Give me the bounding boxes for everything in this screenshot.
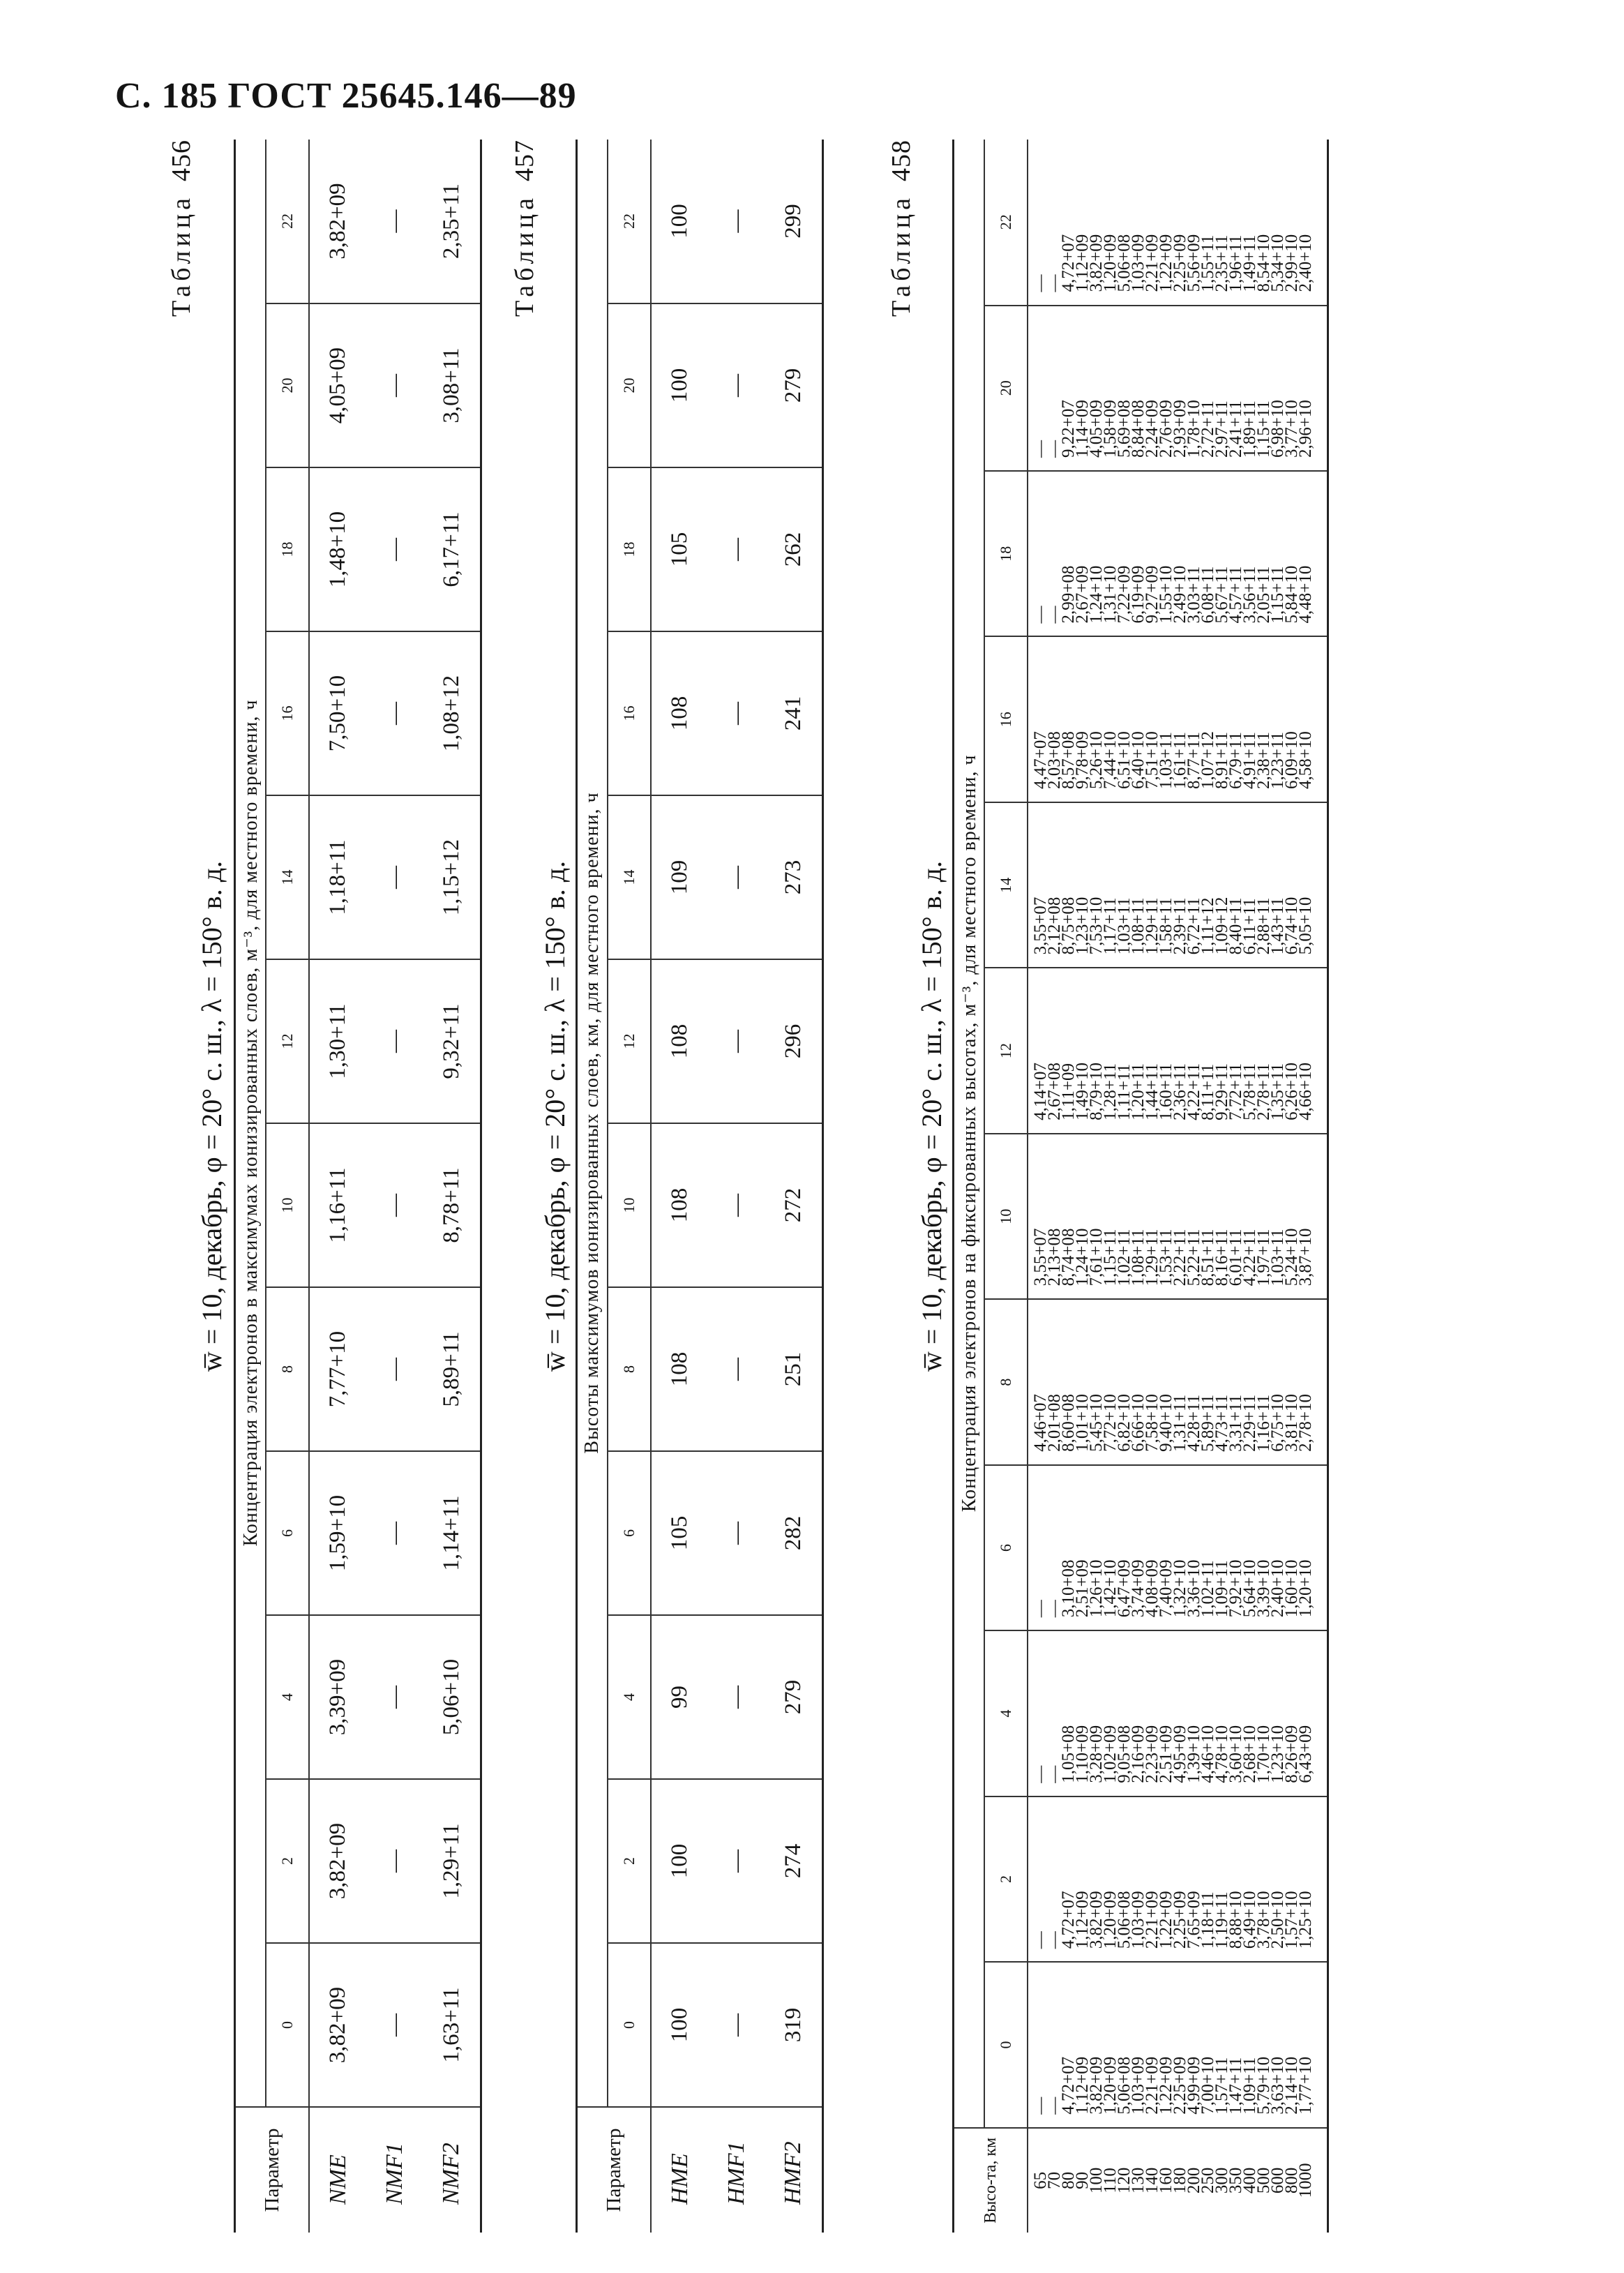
- param-name: HMF2: [765, 2107, 822, 2233]
- table-cell: 299: [765, 140, 822, 303]
- data-column: — — 1,05+08 1,10+09 3,28+09 1,02+09 9,05+08 2,16+09 2,23+09 2,51+09 4,95+09 1,39+10 4,46+10 4,78+10 3,60+10 2,68+10 1,70+10 1,23+10 8,26+09 6,43+09: [1028, 1630, 1328, 1796]
- table-cell: 1,48+10: [309, 467, 366, 631]
- table-cell: 100: [651, 303, 708, 467]
- group-header: Высоты максимумов ионизированных слоев, км, для местного времени, ч: [577, 140, 608, 2107]
- column-header: 10: [266, 1123, 309, 1287]
- table-cell: 1,14+11: [423, 1451, 481, 1615]
- table-cell: —: [366, 1451, 423, 1615]
- table-cell: —: [366, 1943, 423, 2107]
- column-header: 16: [984, 636, 1028, 802]
- data-column: 4,14+07 2,67+08 1,11+09 1,49+10 8,79+10 1,28+11 1,11+11 1,20+11 1,44+11 1,60+11 2,36+11 4,22+11 8,11+11 9,29+11 7,72+11 5,78+11 2,78+11 1,35+11 6,26+10 4,66+10: [1028, 968, 1328, 1133]
- table-cell: —: [708, 1451, 765, 1615]
- column-header: 2: [608, 1779, 651, 1943]
- table-458: [952, 140, 1329, 2233]
- column-header: 12: [608, 959, 651, 1123]
- table-row: [651, 140, 708, 2233]
- table-cell: 279: [765, 303, 822, 467]
- table-cell: —: [366, 1287, 423, 1451]
- table-458-caption: [886, 140, 917, 317]
- page-header: С. 185 ГОСТ 25645.146—89: [115, 76, 577, 116]
- table-cell: —: [366, 1615, 423, 1779]
- data-column: — — 4,72+07 1,12+09 3,82+09 1,20+09 5,06+08 1,03+09 2,21+09 1,22+09 2,25+09 7,65+09 1,18+11 1,19+11 8,88+10 6,49+10 3,78+10 2,50+10 1,57+10 1,25+10: [1028, 1796, 1328, 1962]
- table-cell: 1,15+12: [423, 795, 481, 959]
- column-header: 20: [984, 306, 1028, 471]
- table-cell: 3,82+09: [309, 1943, 366, 2107]
- table-cell: 108: [651, 1123, 708, 1287]
- table-cell: 279: [765, 1615, 822, 1779]
- table-cell: —: [708, 959, 765, 1123]
- table-cell: 1,63+11: [423, 1943, 481, 2107]
- table-cell: 99: [651, 1615, 708, 1779]
- table-number: 457: [510, 140, 539, 181]
- data-column: — — 9,22+07 1,14+09 4,05+09 1,58+09 5,69+08 8,84+08 2,24+09 2,76+09 2,93+09 1,78+10 2,72+11 2,97+11 2,41+11 1,89+11 1,15+11 6,98+10 3,77+10 2,96+10: [1028, 306, 1328, 471]
- table-cell: 274: [765, 1779, 822, 1943]
- table-cell: 8,78+11: [423, 1123, 481, 1287]
- param-name: NME: [324, 2154, 351, 2205]
- param-header: Параметр: [235, 2107, 310, 2233]
- rotated-page-content: [105, 140, 1604, 2233]
- table-cell: 6,17+11: [423, 467, 481, 631]
- param-name: NMF2: [423, 2107, 481, 2233]
- table-457-title: w̅ = 10, декабрь, φ = 20° с. ш., λ = 150° в. д.: [539, 860, 571, 1372]
- data-column: 3,55+07 2,12+08 8,75+08 1,23+10 7,53+10 1,17+11 1,03+11 1,08+11 1,29+11 1,58+11 2,39+11 6,72+11 1,11+12 1,09+12 8,40+11 6,11+11 2,88+11 1,43+11 6,74+10 5,05+10: [1028, 802, 1328, 968]
- column-header: 2: [266, 1779, 309, 1943]
- table-cell: 9,32+11: [423, 959, 481, 1123]
- data-column: 4,46+07 2,01+08 8,60+08 1,01+10 5,45+10 7,72+10 6,82+10 6,66+10 7,58+10 9,40+10 1,31+11 4,28+11 5,89+11 4,73+11 3,31+11 2,29+11 1,16+11 6,75+10 3,81+10 2,78+10: [1028, 1299, 1328, 1464]
- table-cell: 108: [651, 959, 708, 1123]
- column-header: 14: [984, 802, 1028, 968]
- table-row: [708, 140, 765, 2233]
- column-header: 18: [608, 467, 651, 631]
- table-cell: 108: [651, 1287, 708, 1451]
- column-header: 6: [984, 1465, 1028, 1630]
- table-cell: 241: [765, 631, 822, 795]
- column-header: 6: [266, 1451, 309, 1615]
- column-header: 22: [984, 140, 1028, 306]
- table-cell: —: [708, 1287, 765, 1451]
- column-header: 8: [984, 1299, 1028, 1464]
- data-column: — — 2,99+08 2,67+09 1,24+10 1,31+10 7,22+09 6,19+09 9,27+09 1,55+10 2,49+10 3,03+11 6,08+11 5,67+11 4,57+11 3,56+11 2,05+11 1,15+11 5,84+10 4,48+10: [1028, 471, 1328, 636]
- table-cell: —: [366, 140, 423, 303]
- table-cell: 100: [651, 1943, 708, 2107]
- altitude-header: Высо-та, км: [954, 2128, 1028, 2233]
- column-header: 10: [984, 1134, 1028, 1299]
- column-header: 6: [608, 1451, 651, 1615]
- table-cell: 4,05+09: [309, 303, 366, 467]
- column-header: 18: [984, 471, 1028, 636]
- table-cell: 1,08+12: [423, 631, 481, 795]
- table-cell: 251: [765, 1287, 822, 1451]
- table-cell: 296: [765, 959, 822, 1123]
- table-cell: 2,35+11: [423, 140, 481, 303]
- table-cell: 109: [651, 795, 708, 959]
- table-cell: 105: [651, 1451, 708, 1615]
- table-456-caption: [166, 140, 197, 317]
- column-header: 4: [608, 1615, 651, 1779]
- table-cell: 100: [651, 1779, 708, 1943]
- param-name: HMF1: [723, 2141, 749, 2205]
- param-header: Параметр: [577, 2107, 652, 2233]
- table-cell: —: [708, 1779, 765, 1943]
- table-cell: —: [708, 303, 765, 467]
- param-name: HME: [666, 2153, 693, 2205]
- column-header: 20: [266, 303, 309, 467]
- table-cell: —: [366, 1779, 423, 1943]
- column-header: 8: [266, 1287, 309, 1451]
- column-header: 0: [984, 1962, 1028, 2127]
- column-header: 22: [608, 140, 651, 303]
- table-cell: 273: [765, 795, 822, 959]
- column-header: 12: [984, 968, 1028, 1133]
- column-header: 14: [608, 795, 651, 959]
- altitude-column: 65 70 80 90 100 110 120 130 140 160 180 200 250 300 350 400 500 600 800 1000: [1028, 2128, 1328, 2233]
- table-cell: —: [366, 303, 423, 467]
- column-header: 18: [266, 467, 309, 631]
- table-cell: 1,30+11: [309, 959, 366, 1123]
- table-cell: 5,89+11: [423, 1287, 481, 1451]
- table-cell: 319: [765, 1943, 822, 2107]
- column-header: 0: [608, 1943, 651, 2107]
- table-456-title: w̅ = 10, декабрь, φ = 20° с. ш., λ = 150° в. д.: [196, 860, 227, 1372]
- table-cell: 3,82+09: [309, 140, 366, 303]
- column-header: 16: [608, 631, 651, 795]
- table-456: [234, 140, 482, 2233]
- table-cell: 3,82+09: [309, 1779, 366, 1943]
- data-column: — — 3,10+08 2,51+09 1,26+10 1,42+10 6,47+09 3,74+09 4,08+09 7,40+09 1,32+10 3,36+10 1,02+11 1,09+11 7,92+10 5,64+10 3,39+10 2,40+10 1,60+10 1,20+10: [1028, 1465, 1328, 1630]
- column-header: 10: [608, 1123, 651, 1287]
- column-header: 2: [984, 1796, 1028, 1962]
- table-cell: 1,29+11: [423, 1779, 481, 1943]
- table-cell: —: [708, 795, 765, 959]
- table-cell: 7,77+10: [309, 1287, 366, 1451]
- table-cell: —: [366, 467, 423, 631]
- table-label: Таблица: [167, 194, 196, 317]
- table-cell: —: [366, 795, 423, 959]
- table-cell: 1,18+11: [309, 795, 366, 959]
- table-cell: 272: [765, 1123, 822, 1287]
- param-name: NMF1: [382, 2143, 407, 2205]
- column-header: 0: [266, 1943, 309, 2107]
- table-cell: —: [366, 959, 423, 1123]
- column-header: 16: [266, 631, 309, 795]
- data-column: — — 4,72+07 1,12+09 3,82+09 1,20+09 5,06+08 1,03+09 2,21+09 1,22+09 2,25+09 5,56+09 1,55+11 2,35+11 1,96+11 1,49+11 8,54+10 5,34+10 2,99+10 2,40+10: [1028, 140, 1328, 306]
- table-row: [309, 140, 366, 2233]
- table-cell: —: [708, 1615, 765, 1779]
- column-header: 8: [608, 1287, 651, 1451]
- column-header: 14: [266, 795, 309, 959]
- column-header: 20: [608, 303, 651, 467]
- data-column: 3,55+07 2,13+08 8,74+08 1,24+10 7,61+10 1,15+11 1,02+11 1,08+11 1,29+11 1,53+11 2,22+11 5,22+11 8,51+11 8,16+11 6,01+11 4,22+11 1,97+11 1,03+11 5,24+10 3,87+10: [1028, 1134, 1328, 1299]
- table-cell: —: [366, 1123, 423, 1287]
- table-row: [765, 140, 822, 2233]
- table-cell: —: [708, 140, 765, 303]
- table-457-caption: [509, 140, 540, 317]
- table-cell: 7,50+10: [309, 631, 366, 795]
- group-header: Концентрация электронов на фиксированных высотах, м⁻³, для местного времени, ч: [954, 140, 985, 2128]
- column-header: 4: [984, 1630, 1028, 1796]
- table-cell: 1,16+11: [309, 1123, 366, 1287]
- table-cell: —: [708, 467, 765, 631]
- column-header: 22: [266, 140, 309, 303]
- table-number: 458: [887, 140, 916, 181]
- table-cell: —: [708, 1943, 765, 2107]
- table-458-title: w̅ = 10, декабрь, φ = 20° с. ш., λ = 150° в. д.: [916, 860, 947, 1372]
- data-column: — — 4,72+07 1,12+09 3,82+09 1,20+09 5,06+08 1,03+09 2,21+09 1,22+09 2,25+09 4,99+09 7,00+10 1,57+11 1,47+11 1,09+11 5,79+10 3,63+10 2,14+10 1,77+10: [1028, 1962, 1328, 2127]
- table-row: [366, 140, 423, 2233]
- table-cell: 100: [651, 140, 708, 303]
- table-number: 456: [167, 140, 196, 181]
- table-cell: 3,08+11: [423, 303, 481, 467]
- table-label: Таблица: [510, 194, 539, 317]
- table-457: [576, 140, 824, 2233]
- data-column: 4,47+07 2,03+08 8,57+08 9,78+09 5,26+10 7,44+10 6,51+10 6,40+10 7,51+10 1,03+11 1,61+11 8,77+11 1,07+12 8,91+11 6,79+11 4,91+11 2,38+11 1,23+11 6,09+10 4,58+10: [1028, 636, 1328, 802]
- table-cell: 108: [651, 631, 708, 795]
- group-header: Концентрация электронов в максимумах ионизированных слоев, м⁻³, для местного времени, ч: [235, 140, 266, 2107]
- table-row: [423, 140, 481, 2233]
- column-header: 4: [266, 1615, 309, 1779]
- table-cell: 282: [765, 1451, 822, 1615]
- table-cell: 105: [651, 467, 708, 631]
- table-cell: —: [708, 1123, 765, 1287]
- table-cell: —: [366, 631, 423, 795]
- table-cell: 3,39+09: [309, 1615, 366, 1779]
- table-cell: 5,06+10: [423, 1615, 481, 1779]
- table-458-block: [872, 140, 1604, 2233]
- table-cell: 262: [765, 467, 822, 631]
- table-cell: —: [708, 631, 765, 795]
- column-header: 12: [266, 959, 309, 1123]
- table-cell: 1,59+10: [309, 1451, 366, 1615]
- table-label: Таблица: [887, 194, 916, 317]
